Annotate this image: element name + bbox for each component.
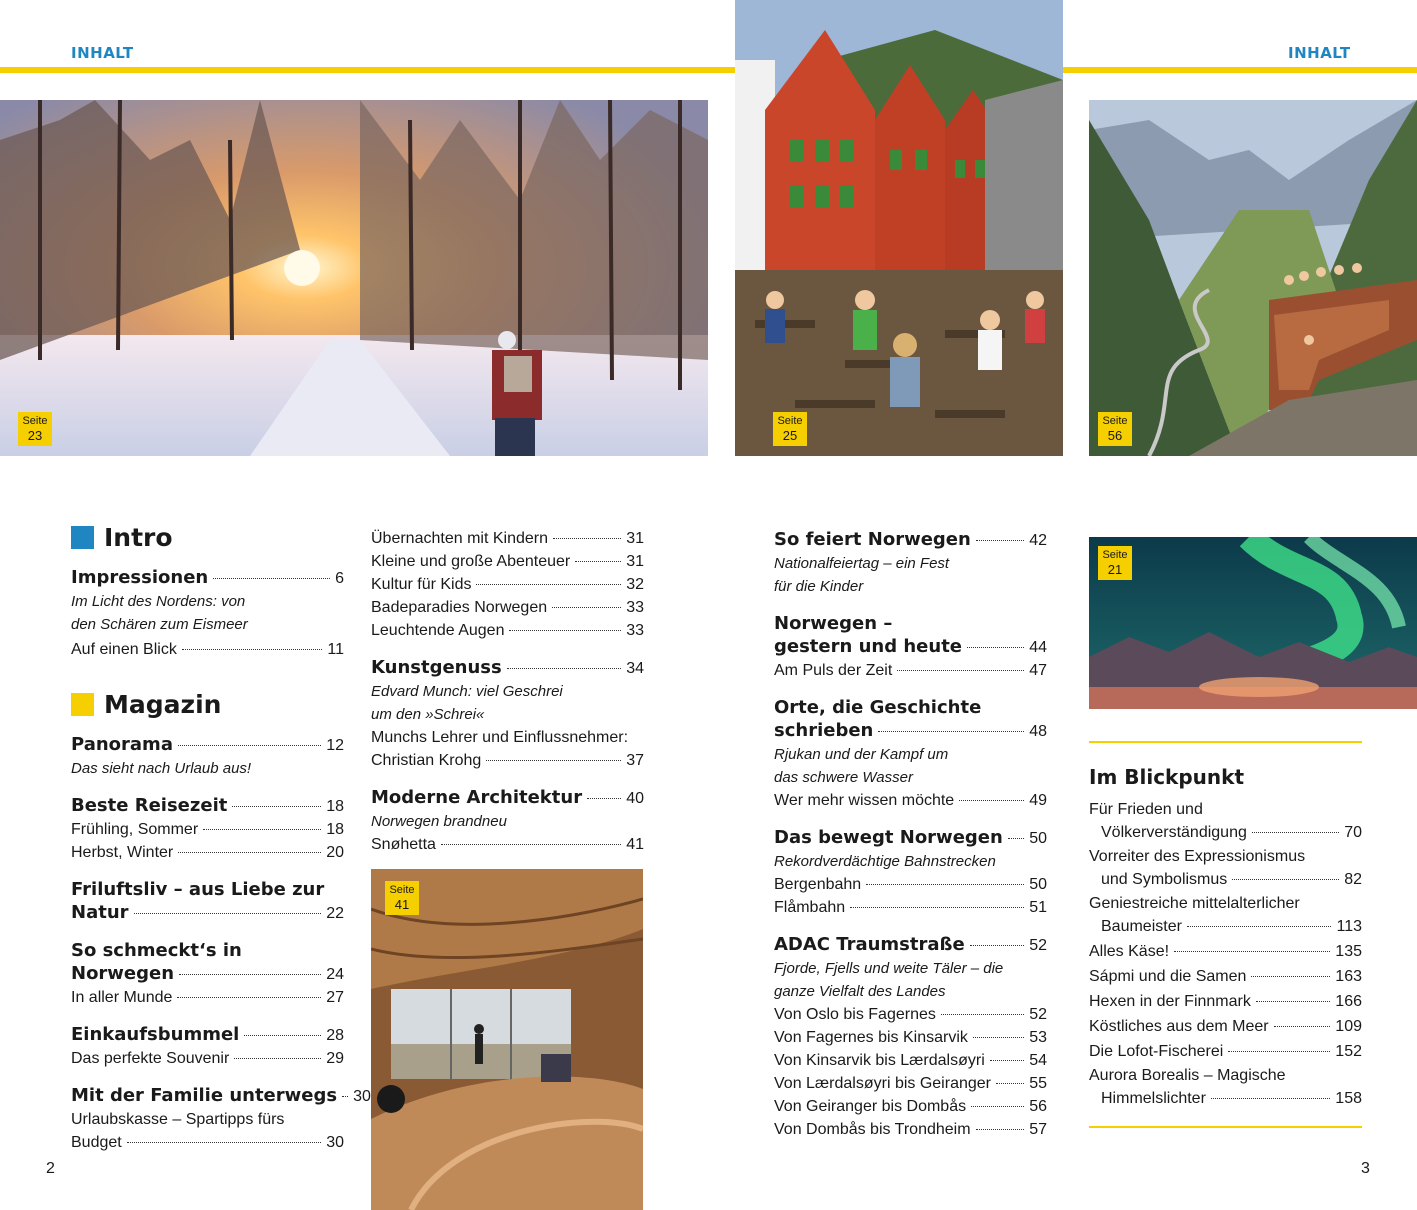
photo-aurora [1089,537,1417,709]
toc-entry[interactable]: So schmeckt‘s in Norwegen 24 In aller Munde 27 [71,940,344,1006]
blickpunkt-item-line[interactable]: Himmelslichter 158 [1101,1090,1362,1107]
page-badge: Seite 25 [773,412,807,446]
toc-entry[interactable]: ADAC Traumstraße 52 Fjorde, Fjells und weite Täler – die ganze Vielfalt des Landes Von Oslo bis Fagernes 52 Von Fagernes bis Kinsarvik 53 Von Kinsarvik bis Lærdalsøyri 54 Von Lærdalsøyri bis Geiranger 55 Von Geiranger bis Dombås 56 Von Dombås bis Trondheim 57 [774,933,1047,1141]
toc-entry[interactable] [371,527,644,642]
section-marker [71,526,94,549]
blickpunkt-list [1089,799,1362,1110]
blickpunkt-item[interactable]: Aurora Borealis – Magische Himmelslichter 158 [1089,1065,1362,1110]
blickpunkt-item-line[interactable]: Hexen in der Finnmark 166 [1089,993,1362,1010]
toc-entry[interactable]: Panorama 12 Das sieht nach Urlaub aus! [71,734,344,777]
section-title-intro: Intro [71,522,344,552]
blickpunkt-item-line[interactable]: Völkerverständigung 70 [1101,824,1362,841]
photo-winter-forest [0,100,708,456]
photo-architecture-interior [371,869,643,1210]
toc-entry[interactable]: Das bewegt Norwegen 50 Rekordverdächtige Bahnstrecken Bergenbahn 50 Flåmbahn 51 [774,827,1047,916]
blickpunkt-item[interactable] [1089,965,1362,988]
toc-column-3 [774,528,1047,1155]
blickpunkt-title: Im Blickpunkt [1089,765,1245,789]
photo-bryggen [735,0,1063,456]
page-badge: Seite 23 [18,412,52,446]
toc-entry[interactable]: So feiert Norwegen 42 Nationalfeiertag – ein Fest für die Kinder [774,529,1047,595]
page-number-left: 2 [46,1160,55,1177]
blickpunkt-item-line[interactable]: und Symbolismus 82 [1101,871,1362,888]
toc-entry[interactable]: Mit der Familie unterwegs 30 Urlaubskasse – Spartipps fürs Budget 30 [71,1085,371,1151]
toc-subentry[interactable]: Von Dombås bis Trondheim 57 [774,1121,1047,1138]
toc-entry[interactable]: Beste Reisezeit 18 Frühling, Sommer 18 Herbst, Winter 20 [71,795,344,861]
toc-subentry[interactable]: Badeparadies Norwegen 33 [371,599,644,616]
blickpunkt-item[interactable] [1089,940,1362,963]
toc-subentry[interactable]: Übernachten mit Kindern 31 [371,530,644,547]
toc-subentry[interactable]: Von Oslo bis Fagernes 52 [774,1006,1047,1023]
section-title-magazin: Magazin [71,689,344,719]
toc-entry[interactable]: Kunstgenuss 34 Edvard Munch: viel Geschrei um den »Schrei« Munchs Lehrer und Einflussnehmer: Christian Krohg 37 [371,657,644,769]
toc-entry[interactable]: Einkaufsbummel 28 Das perfekte Souvenir 29 [71,1024,344,1067]
blickpunkt-item[interactable]: Vorreiter des Expressionismus und Symbolismus 82 [1089,846,1362,891]
toc-subentry[interactable]: Von Fagernes bis Kinsarvik 53 [774,1029,1047,1046]
blickpunkt-item[interactable] [1089,1015,1362,1038]
header-rule-left [0,67,735,73]
toc-subentry[interactable]: Von Geiranger bis Dombås 56 [774,1098,1047,1115]
toc-subentry[interactable]: Von Kinsarvik bis Lærdalsøyri 54 [774,1052,1047,1069]
blickpunkt-item-line[interactable]: Köstliches aus dem Meer 109 [1089,1018,1362,1035]
blickpunkt-rule-bottom [1089,1126,1362,1128]
toc-entry[interactable]: Orte, die Geschichte schrieben 48 Rjukan und der Kampf um das schwere Wasser Wer mehr wissen möchte 49 [774,697,1047,809]
blickpunkt-item-line[interactable]: Die Lofot-Fischerei 152 [1089,1043,1362,1060]
photo-valley-viewpoint [1089,100,1417,456]
toc-subentry[interactable]: Von Lærdalsøyri bis Geiranger 55 [774,1075,1047,1092]
page-badge: Seite 56 [1098,412,1132,446]
page-number-right: 3 [1361,1160,1370,1177]
blickpunkt-item-line[interactable]: Baumeister 113 [1101,918,1362,935]
blickpunkt-item[interactable] [1089,1040,1362,1063]
blickpunkt-item[interactable]: Für Frieden und Völkerverständigung 70 [1089,799,1362,844]
section-marker [71,693,94,716]
toc-entry[interactable]: Friluftsliv – aus Liebe zur Natur 22 [71,879,344,923]
toc-column-2 [371,527,644,870]
blickpunkt-item[interactable]: Geniestreiche mittelalterlicher Baumeister 113 [1089,893,1362,938]
running-header-right: INHALT [1288,44,1351,62]
blickpunkt-item-line[interactable]: Alles Käse! 135 [1089,943,1362,960]
header-rule-right [1063,67,1417,73]
toc-entry[interactable]: Norwegen – gestern und heute 44 Am Puls der Zeit 47 [774,613,1047,679]
page-badge: Seite 41 [385,881,419,915]
toc-subentry[interactable]: Kultur für Kids 32 [371,576,644,593]
running-header-left: INHALT [71,44,134,62]
blickpunkt-rule-top [1089,741,1362,743]
toc-entry[interactable]: Moderne Architektur 40 Norwegen brandneu Snøhetta 41 [371,787,644,853]
toc-entry[interactable]: Impressionen 6 Im Licht des Nordens: von den Schären zum Eismeer Auf einen Blick 11 [71,567,344,658]
toc-column-1 [71,522,371,1168]
toc-subentry[interactable]: Kleine und große Abenteuer 31 [371,553,644,570]
page-badge: Seite 21 [1098,546,1132,580]
blickpunkt-box [1089,741,1362,1128]
toc-subentry[interactable]: Leuchtende Augen 33 [371,622,644,639]
blickpunkt-item[interactable] [1089,990,1362,1013]
blickpunkt-item-line[interactable]: Sápmi und die Samen 163 [1089,968,1362,985]
